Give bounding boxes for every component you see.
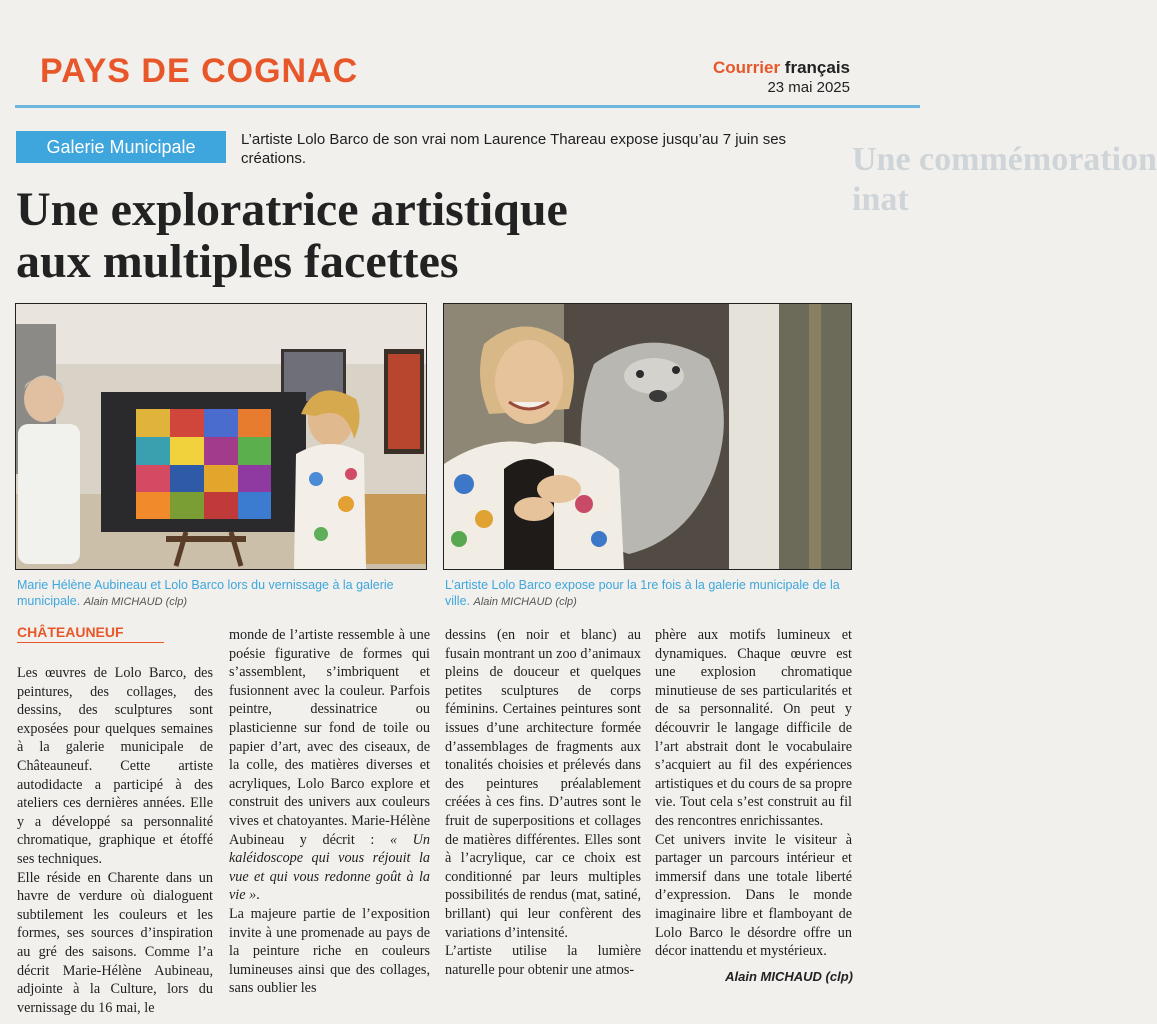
photo-vernissage-illustration (16, 304, 426, 569)
caption-1-credit: Alain MICHAUD (clp) (83, 596, 188, 608)
article-paragraph: Les œuvres de Lolo Barco, des peintures, des collages, des dessins, des sculptures sont exposées pour quelques semaines à la galerie municipale de Châteauneuf. Cette artiste autodidacte a participé à des ateliers ces dernières années. Elle y a développé sa personnalité chromatique, graphique et étoffé ses techniques. (17, 665, 213, 867)
article-paragraph: Elle réside en Charente dans un havre de verdure où dialoguent subtilement les couleurs et les formes, ses sources d’inspiration au gré des saisons. Comme l’a décrit Marie-Hélène Aubineau, adjointe à la Culture, lors du vernissage du 16 mai, le (17, 869, 213, 1016)
quote: « Un kaléidoscope qui vous réjouit la vue et qui vous redonne goût à la vie » (229, 831, 430, 904)
photo-artist-illustration (444, 304, 851, 569)
caption-2-credit: Alain MICHAUD (clp) (473, 596, 577, 608)
bleed-through-text (852, 140, 1157, 240)
newspaper-brand (713, 58, 850, 78)
article-paragraph: La majeure partie de l’exposition invite à une promenade au pays de la peinture riche en couleurs lumineuses ainsi que des collages, sans oublier les (229, 905, 430, 997)
headline-line-2: aux multiples facettes (16, 235, 459, 288)
author-signature: Alain MICHAUD (clp) (725, 969, 853, 984)
article-column-3 (445, 626, 641, 979)
article-paragraph: phère aux motifs lumineux et dynamiques. Chaque œuvre est une explosion chromatique minutieuse de ses particularités et de sa personnalité. On peut y découvrir le langage difficile de l’art abstrait dont le vocabulaire s’acquiert au fil des expériences artistiques et du cours de sa propre vie. Tout cela s’est construit au fil des rencontres enrichissantes. (655, 627, 852, 829)
article-paragraph: dessins (en noir et blanc) au fusain montrant un zoo d’animaux pleins de douceur et quelques petites sculptures de corps féminins. Certaines peintures sont issues d’une architecture formée d’assemblages de fragments aux tonalités choisies et prélevés dans des peintures préalablement créées à ces fins. D’autres sont le fruit de superpositions et collages de matières différentes. Elles sont à l’acrylique, car ce choix est conditionné par leurs multiples possibilités de rendus (mat, satiné, brillant) qui leur confèrent des variations d’intensité. (445, 627, 641, 941)
article-paragraph: L’artiste utilise la lumière naturelle pour obtenir une atmos- (445, 943, 641, 978)
article-column-4 (655, 626, 852, 961)
ghost-line-2: inat (852, 181, 909, 218)
photo-vernissage (15, 303, 427, 570)
paragraph-end: . (256, 887, 260, 904)
section-header: PAYS DE COGNAC (40, 52, 359, 90)
photo-caption-2 (445, 577, 845, 610)
headline (16, 184, 836, 288)
rubric-tag: Galerie Municipale (16, 131, 226, 163)
brand-part1: Courrier (712, 58, 781, 77)
chapeau: L’artiste Lolo Barco de son vrai nom Laurence Thareau expose jusqu’au 7 juin ses créations. (241, 131, 787, 167)
article-column-1 (17, 664, 213, 1017)
location-label: CHÂTEAUNEUF (17, 624, 164, 643)
photo-caption-1 (17, 577, 422, 610)
article-paragraph (229, 626, 430, 905)
masthead (713, 58, 850, 96)
headline-line-1: Une exploratrice artistique (16, 183, 568, 236)
photo-artist-closeup (443, 303, 852, 570)
article-column-2 (229, 626, 430, 998)
issue-date: 23 mai 2025 (767, 79, 850, 96)
caption-2-text: L’artiste Lolo Barco expose pour la 1re fois à la galerie municipale de la ville. (445, 578, 840, 608)
header-rule (15, 105, 920, 108)
ghost-line-1: Une commémoration (852, 141, 1157, 178)
caption-1-text: Marie Hélène Aubineau et Lolo Barco lors du vernissage à la galerie municipale. (17, 578, 394, 608)
article-paragraph: Cet univers invite le visiteur à partager un parcours intérieur et immersif dans une totale liberté d’expression. Dans le monde imaginaire libre et flamboyant de Lolo Barco le désordre offre un décor inattendu et mystérieux. (655, 831, 852, 960)
brand-part2: français (784, 58, 850, 77)
colorful-painting (136, 409, 271, 519)
paragraph-text: monde de l’artiste ressemble à une poésie figurative de formes qui s’assemblent, s’imbriquent et fusionnent avec la couleur. Parfois peintre, dessinatrice ou plasticienne sur fond de toile ou papier d’art, avec des ciseaux, de la colle, des matières diverses et acryliques, Lolo Barco explore et construit des univers aux couleurs vives et chatoyantes. Marie-Hélène Aubineau y décrit : (229, 627, 430, 848)
